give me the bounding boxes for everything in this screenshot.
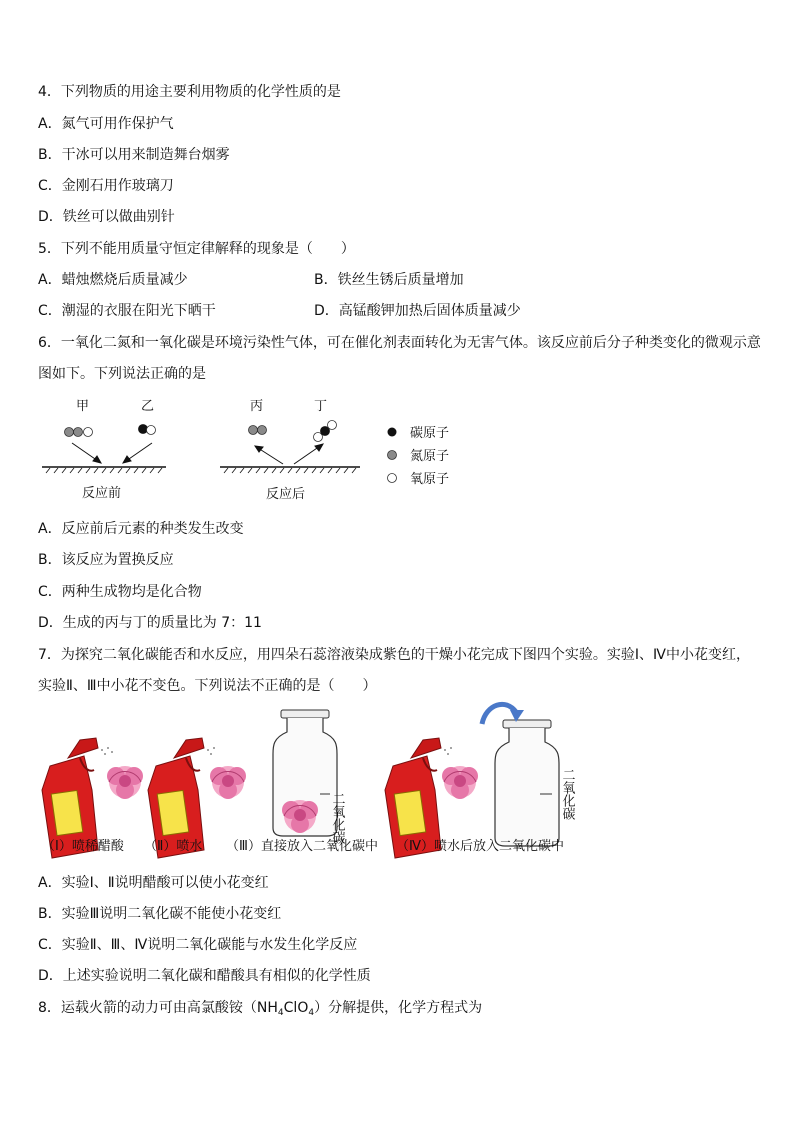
q5-option-a: A．蜡烛燃烧后质量减少 bbox=[38, 272, 188, 288]
jar-4-icon bbox=[495, 720, 559, 846]
q5-option-c: C．潮湿的衣服在阳光下晒干 bbox=[38, 303, 216, 319]
caption-before: 反应前 bbox=[82, 485, 122, 500]
legend-carbon-label: 碳原子 bbox=[410, 425, 450, 440]
q5-option-d: D．高锰酸钾加热后固体质量减少 bbox=[314, 303, 521, 319]
label-bing: 丙 bbox=[250, 398, 264, 413]
q8-stem-pre: 8．运载火箭的动力可由高氯酸铵（NH bbox=[38, 1000, 278, 1016]
spray-mist-2 bbox=[207, 747, 215, 755]
flower-4-icon bbox=[442, 766, 478, 799]
arrows-after bbox=[255, 444, 323, 464]
arrows-before bbox=[72, 443, 152, 463]
caption-exp-3: （Ⅲ）直接放入二氧化碳中 bbox=[226, 838, 378, 853]
label-ding: 丁 bbox=[314, 398, 328, 413]
q6-option-a: A．反应前后元素的种类发生改变 bbox=[38, 521, 244, 537]
q8-stem-mid: ClO bbox=[283, 1000, 309, 1016]
molecule-jia bbox=[65, 428, 93, 437]
q7-option-b: B．实验Ⅲ说明二氧化碳不能使小花变红 bbox=[38, 906, 282, 922]
molecule-ding bbox=[314, 421, 337, 442]
q6-option-d: D．生成的丙与丁的质量比为 7：11 bbox=[38, 615, 262, 631]
q8-sub-2: 4 bbox=[308, 1008, 315, 1018]
legend bbox=[388, 425, 450, 486]
legend-oxygen-label: 氧原子 bbox=[410, 471, 450, 486]
q6-option-c: C．两种生成物均是化合物 bbox=[38, 584, 202, 600]
q5-stem: 5．下列不能用质量守恒定律解释的现象是（ ） bbox=[38, 241, 355, 257]
caption-exp-1: （Ⅰ）喷稀醋酸 bbox=[42, 838, 124, 853]
q5-option-b: B．铁丝生锈后质量增加 bbox=[314, 272, 464, 288]
q6-stem-line2: 图如下。下列说法正确的是 bbox=[38, 366, 206, 382]
spray-mist-1 bbox=[101, 747, 113, 755]
q7-option-d: D．上述实验说明二氧化碳和醋酸具有相似的化学性质 bbox=[38, 968, 371, 984]
caption-exp-2: （Ⅱ）喷水 bbox=[144, 838, 203, 853]
q8-stem-post: ）分解提供，化学方程式为 bbox=[314, 1000, 483, 1016]
jar-3-gas-label: 二氧化碳 bbox=[330, 792, 346, 844]
q8-stem bbox=[38, 999, 482, 1022]
q6-option-b: B．该反应为置换反应 bbox=[38, 552, 174, 568]
flower-2-icon bbox=[210, 766, 246, 799]
q4-option-b: B．干冰可以用来制造舞台烟雾 bbox=[38, 147, 230, 163]
catalyst-surface-after bbox=[220, 467, 360, 473]
q6-stem-line1: 6．一氧化二氮和一氧化碳是环境污染性气体，可在催化剂表面转化为无害气体。该反应前后分子种类变化的微观示意 bbox=[38, 335, 761, 351]
q4-option-d: D．铁丝可以做曲别针 bbox=[38, 209, 175, 225]
catalyst-surface-before bbox=[42, 467, 166, 473]
legend-nitrogen-icon bbox=[388, 451, 397, 460]
q4-option-c: C．金刚石用作玻璃刀 bbox=[38, 178, 174, 194]
q7-option-a: A．实验Ⅰ、Ⅱ说明醋酸可以使小花变红 bbox=[38, 875, 269, 891]
label-yi: 乙 bbox=[141, 398, 155, 413]
legend-oxygen-icon bbox=[388, 474, 397, 483]
q4-option-a: A．氮气可用作保护气 bbox=[38, 116, 174, 132]
legend-carbon-icon bbox=[388, 428, 397, 437]
spray-mist-4 bbox=[444, 747, 452, 755]
caption-exp-4: （Ⅳ）喷水后放入二氧化碳中 bbox=[396, 838, 564, 853]
jar-4-gas-label: 二氧化碳 bbox=[560, 768, 576, 820]
label-jia: 甲 bbox=[76, 398, 90, 413]
q4-stem: 4．下列物质的用途主要利用物质的化学性质的是 bbox=[38, 84, 341, 100]
legend-nitrogen-label: 氮原子 bbox=[410, 448, 450, 463]
q7-experiment-figure bbox=[0, 700, 794, 860]
q6-molecule-diagram bbox=[0, 390, 794, 510]
q7-stem-line2: 实验Ⅱ、Ⅲ中小花不变色。下列说法不正确的是（ ） bbox=[38, 678, 377, 694]
molecule-bing bbox=[249, 426, 267, 435]
q8-sub-1: 4 bbox=[277, 1008, 284, 1018]
q7-option-c: C．实验Ⅱ、Ⅲ、Ⅳ说明二氧化碳能与水发生化学反应 bbox=[38, 937, 358, 953]
flower-1-icon bbox=[107, 766, 143, 799]
molecule-yi bbox=[139, 425, 156, 435]
q7-stem-line1: 7．为探究二氧化碳能否和水反应，用四朵石蕊溶液染成紫色的干燥小花完成下图四个实验。实验Ⅰ、Ⅳ中小花变红， bbox=[38, 647, 750, 663]
caption-after: 反应后 bbox=[266, 486, 306, 501]
